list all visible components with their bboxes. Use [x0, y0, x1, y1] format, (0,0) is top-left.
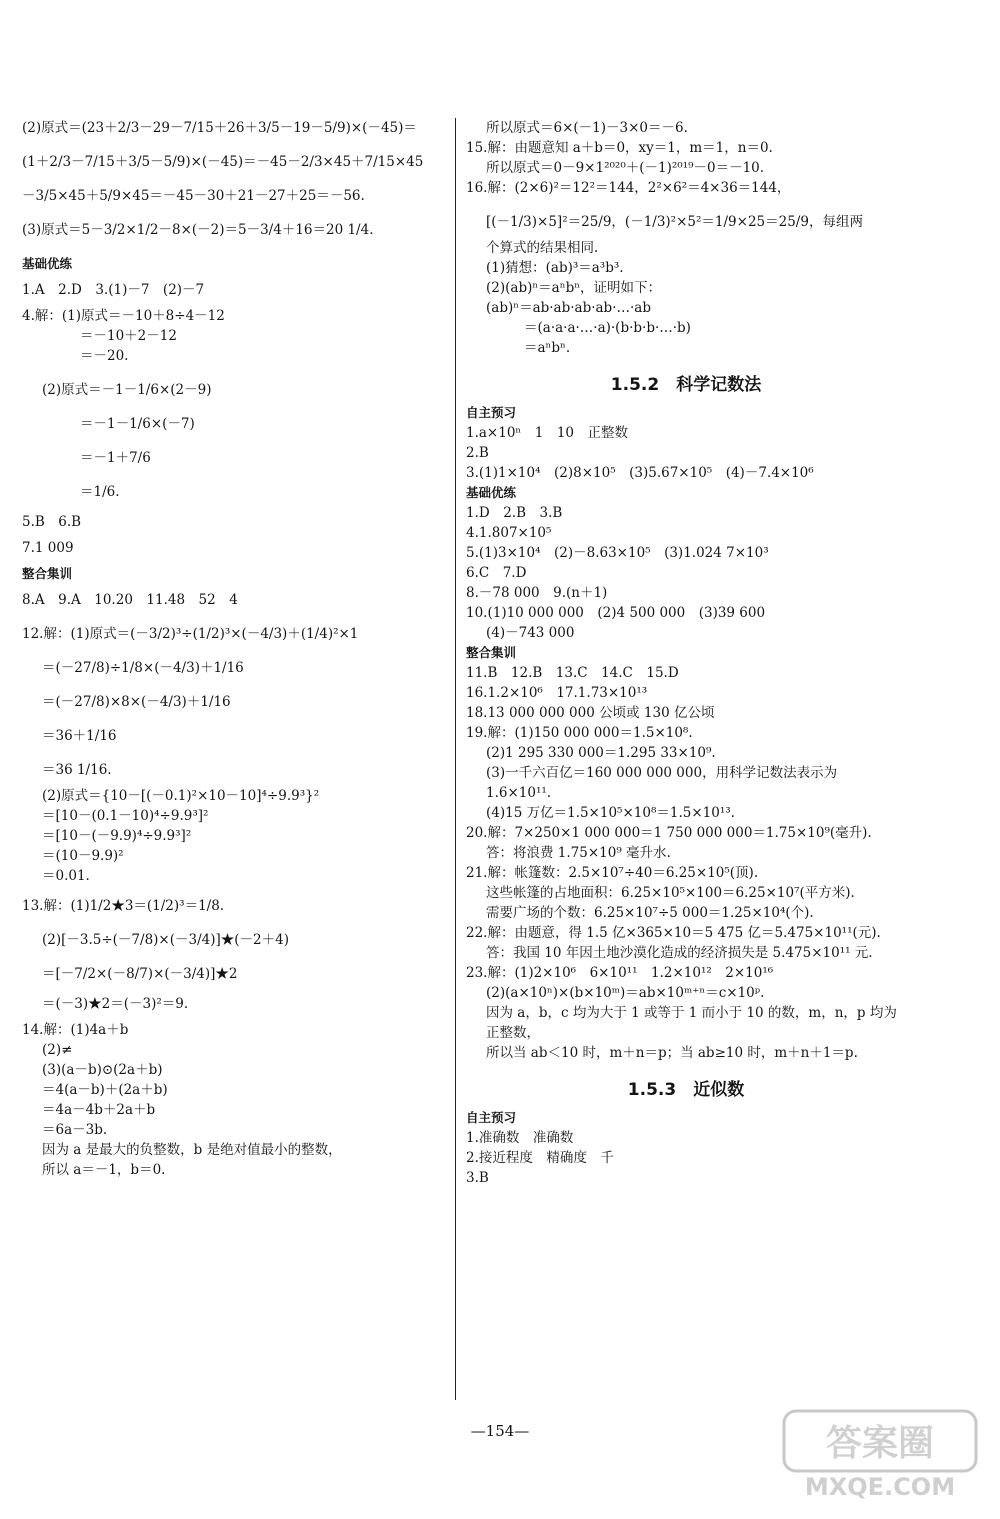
- answer-line: ＝(－27/8)×8×(－4/3)＋1/16: [42, 694, 231, 710]
- subsection-heading: 基础优练: [22, 256, 73, 271]
- answer-line: ＝aⁿbⁿ.: [524, 340, 571, 356]
- subsection-heading: 自主预习: [466, 405, 517, 420]
- answer-line: (3)(a－b)⊙(2a＋b): [42, 1062, 163, 1078]
- answer-line: 4.1.807×10⁵: [466, 525, 552, 541]
- answer-line: (2)(ab)ⁿ＝aⁿbⁿ，证明如下：: [486, 280, 662, 296]
- subsection-heading: 基础优练: [466, 485, 517, 500]
- answer-line: 需要广场的个数：6.25×10⁷÷5 000＝1.25×10⁴(个).: [486, 905, 814, 921]
- answer-line: 这些帐篷的占地面积：6.25×10⁵×100＝6.25×10⁷(平方米).: [486, 885, 855, 901]
- answer-line: ＝(－27/8)÷1/8×(－4/3)＋1/16: [42, 660, 244, 676]
- answer-line: ＝－20.: [80, 348, 129, 364]
- answer-line: 答：将浪费 1.75×10⁹ 毫升水.: [486, 845, 671, 861]
- answer-line: 22.解：由题意，得 1.5 亿×365×10＝5 475 亿＝5.475×10¹¹(元).: [466, 925, 881, 941]
- answer-line: 19.解：(1)150 000 000＝1.5×10⁸.: [466, 725, 693, 741]
- answer-line: 16.解：(2×6)²＝12²＝144，2²×6²＝4×36＝144，: [466, 180, 791, 196]
- answer-line: (2)1 295 330 000＝1.295 33×10⁹.: [486, 745, 716, 761]
- answer-line: 正整数，: [486, 1025, 540, 1041]
- answer-line: ＝－1－1/6×(－7): [80, 416, 195, 432]
- answer-line: 所以原式＝0－9×1²⁰²⁰＋(－1)²⁰¹⁹－0＝－10.: [486, 160, 765, 176]
- answer-line: 1.6×10¹¹.: [486, 785, 552, 801]
- answer-line: (1＋2/3－7/15＋3/5－5/9)×(－45)＝－45－2/3×45＋7/15×45: [22, 154, 424, 170]
- answer-line: 5.B 6.B: [22, 514, 82, 530]
- section-title: 1.5.2 科学记数法: [610, 375, 762, 395]
- answer-line: (2)[－3.5÷(－7/8)×(－3/4)]★(－2＋4): [42, 932, 289, 948]
- answer-line: 7.1 009: [22, 540, 74, 556]
- answer-line: 2.B: [466, 445, 489, 461]
- answer-line: 所以 a＝－1，b＝0.: [42, 1162, 166, 1178]
- answer-line: 1.D 2.B 3.B: [466, 505, 563, 521]
- answer-line: 8.－78 000 9.(n＋1): [466, 585, 608, 601]
- answer-line: 15.解：由题意知 a＋b＝0，xy＝1，m＝1，n＝0.: [466, 140, 773, 156]
- answer-line: 所以原式＝6×(－1)－3×0＝－6.: [486, 120, 688, 136]
- subsection-heading: 整合集训: [466, 645, 517, 660]
- answer-line: ＝36＋1/16: [42, 728, 117, 744]
- right-column: [466, 118, 906, 1188]
- answer-line: 14.解：(1)4a＋b: [22, 1022, 129, 1038]
- answer-line: (ab)ⁿ＝ab·ab·ab·ab·…·ab: [486, 300, 651, 316]
- answer-line: (2)≠: [42, 1042, 73, 1058]
- subsection-heading: 整合集训: [22, 566, 73, 581]
- answer-line: ＝6a－3b.: [42, 1122, 108, 1138]
- answer-line: 5.(1)3×10⁴ (2)－8.63×10⁵ (3)1.024 7×10³: [466, 545, 769, 561]
- answer-line: 3.B: [466, 1170, 489, 1186]
- answer-line: 21.解：帐篷数：2.5×10⁷÷40＝6.25×10⁵(顶).: [466, 865, 759, 881]
- answer-line: 16.1.2×10⁶ 17.1.73×10¹³: [466, 685, 648, 701]
- answer-line: [(－1/3)×5]²＝25/9，(－1/3)²×5²＝1/9×25＝25/9，每组两: [486, 214, 863, 230]
- answer-line: 8.A 9.A 10.20 11.48 52 4: [22, 592, 238, 608]
- column-divider: [455, 118, 456, 1400]
- answer-line: ＝0.01.: [42, 868, 90, 884]
- answer-line: ＝4a－4b＋2a＋b: [42, 1102, 156, 1118]
- answer-line: ＝(10－9.9)²: [42, 848, 124, 864]
- answer-line: (4)15 万亿＝1.5×10⁵×10⁸＝1.5×10¹³.: [486, 805, 735, 821]
- answer-line: 4.解：(1)原式＝－10＋8÷4－12: [22, 308, 225, 324]
- answer-line: ＝4(a－b)＋(2a＋b): [42, 1082, 168, 1098]
- answer-line: 20.解：7×250×1 000 000＝1 750 000 000＝1.75×10⁹(毫升).: [466, 825, 872, 841]
- answer-line: 12.解：(1)原式＝(－3/2)³÷(1/2)³×(－4/3)＋(1/4)²×1: [22, 626, 359, 642]
- answer-line: 3.(1)1×10⁴ (2)8×10⁵ (3)5.67×10⁵ (4)－7.4×10⁶: [466, 465, 814, 481]
- answer-line: ＝[－7/2×(－8/7)×(－3/4)]★2: [42, 966, 238, 982]
- watermark-logo: [780, 1405, 980, 1505]
- answer-line: 10.(1)10 000 000 (2)4 500 000 (3)39 600: [466, 605, 766, 621]
- answer-line: ＝－1＋7/6: [80, 450, 151, 466]
- watermark-bottom: MXQE.COM: [804, 1473, 956, 1501]
- answer-line: (1)猜想：(ab)³＝a³b³.: [486, 260, 624, 276]
- answer-line: ＝(a·a·a·…·a)·(b·b·b·…·b): [524, 320, 691, 336]
- answer-line: 因为 a 是最大的负整数，b 是绝对值最小的整数，: [42, 1142, 342, 1158]
- answer-line: ＝[10－(－9.9)⁴÷9.9³]²: [42, 828, 192, 844]
- left-column: [22, 118, 442, 1180]
- answer-line: 18.13 000 000 000 公顷或 130 亿公顷: [466, 705, 715, 721]
- answer-line: (2)原式＝(23＋2/3－29－7/15＋26＋3/5－19－5/9)×(－45)＝: [22, 120, 417, 136]
- answer-line: ＝1/6.: [80, 484, 120, 500]
- answer-line: ＝36 1/16.: [42, 762, 112, 778]
- answer-line: (3)一千六百亿＝160 000 000 000，用科学记数法表示为: [486, 765, 838, 781]
- answer-line: 个算式的结果相同.: [486, 240, 599, 256]
- answer-line: (3)原式＝5－3/2×1/2－8×(－2)＝5－3/4＋16＝20 1/4.: [22, 222, 374, 238]
- answer-line: 2.接近程度 精确度 千: [466, 1150, 614, 1166]
- answer-line: ＝(－3)★2＝(－3)²＝9.: [42, 996, 189, 1012]
- answer-line: 6.C 7.D: [466, 565, 527, 581]
- watermark-top: 答案圈: [825, 1423, 935, 1464]
- subsection-heading: 自主预习: [466, 1110, 517, 1125]
- answer-line: (2)原式＝{10－[(－0.1)²×10－10]⁴÷9.9³}²: [42, 788, 320, 804]
- page-number: —154—: [470, 1422, 530, 1440]
- answer-line: (4)－743 000: [486, 625, 575, 641]
- answer-line: ＝[10－(0.1－10)⁴÷9.9³]²: [42, 808, 209, 824]
- section-title: 1.5.3 近似数: [627, 1080, 745, 1100]
- answer-line: 13.解：(1)1/2★3＝(1/2)³＝1/8.: [22, 898, 225, 914]
- answer-line: 因为 a，b，c 均为大于 1 或等于 1 而小于 10 的数，m，n，p 均为: [486, 1005, 897, 1021]
- answer-line: 1.准确数 准确数: [466, 1130, 574, 1146]
- answer-line: 23.解：(1)2×10⁶ 6×10¹¹ 1.2×10¹² 2×10¹⁶: [466, 965, 774, 981]
- answer-line: 11.B 12.B 13.C 14.C 15.D: [466, 665, 679, 681]
- answer-line: ＝－10＋2－12: [80, 328, 177, 344]
- answer-line: (2)(a×10ⁿ)×(b×10ᵐ)＝ab×10ᵐ⁺ⁿ＝c×10ᵖ.: [486, 985, 765, 1001]
- answer-line: (2)原式＝－1－1/6×(2－9): [42, 382, 212, 398]
- answer-line: 1.A 2.D 3.(1)－7 (2)－7: [22, 282, 205, 298]
- answer-line: －3/5×45＋5/9×45＝－45－30＋21－27＋25＝－56.: [22, 188, 365, 204]
- answer-line: 所以当 ab＜10 时，m＋n＝p；当 ab≥10 时，m＋n＋1＝p.: [486, 1045, 858, 1061]
- answer-line: 答：我国 10 年因土地沙漠化造成的经济损失是 5.475×10¹¹ 元.: [486, 945, 873, 961]
- answer-line: 1.a×10ⁿ 1 10 正整数: [466, 425, 629, 441]
